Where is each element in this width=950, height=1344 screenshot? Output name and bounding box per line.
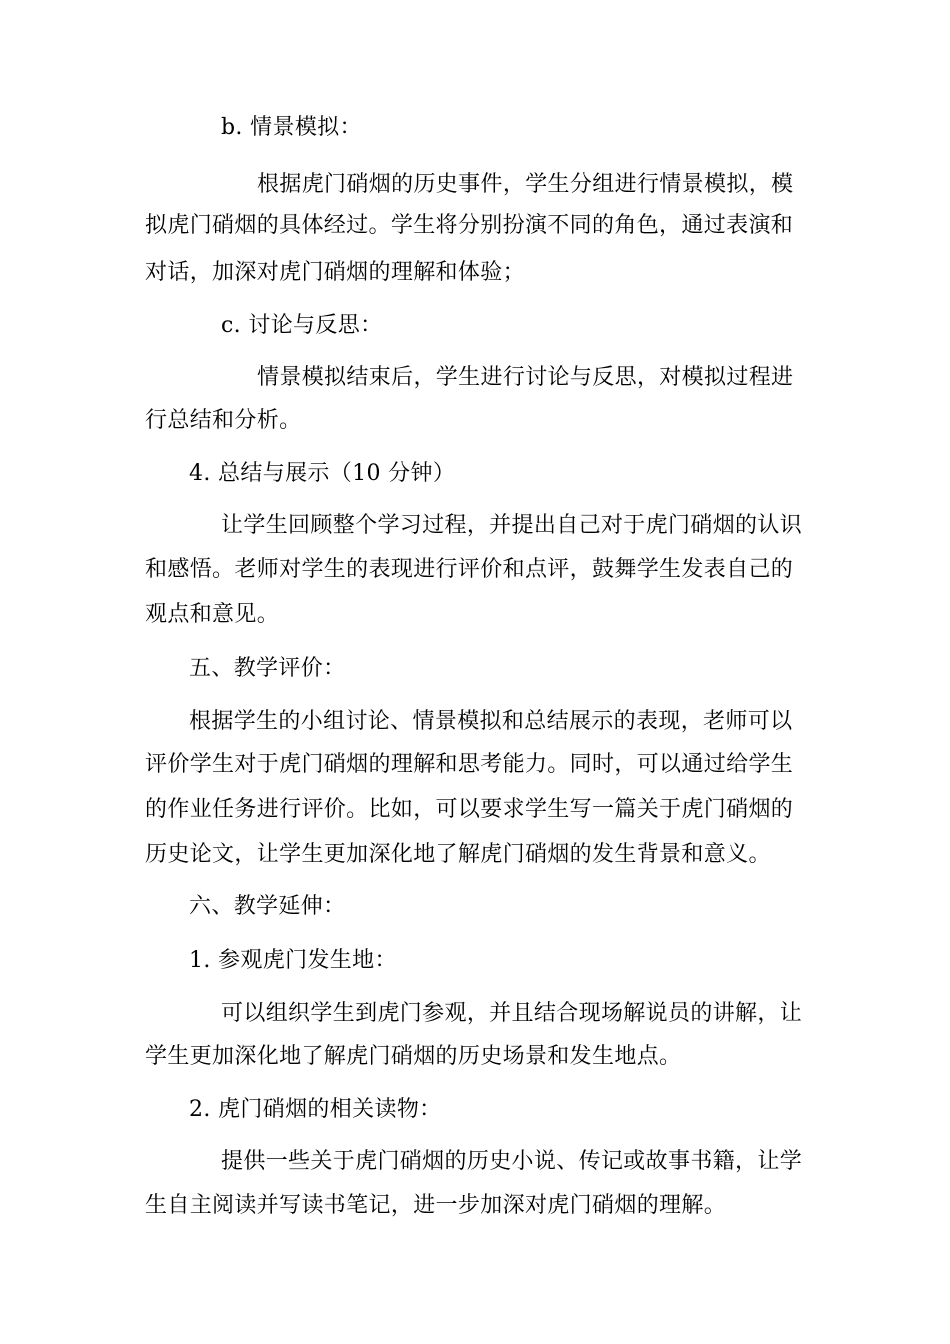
paragraph-line: 学生更加深化地了解虎门硝烟的历史场景和发生地点。 — [145, 1044, 682, 1069]
paragraph-line: 提供一些关于虎门硝烟的历史小说、传记或故事书籍，让学 — [221, 1149, 803, 1174]
step-heading: 1. 参观虎门发生地： — [189, 948, 397, 973]
paragraph-line: 可以组织学生到虎门参观，并且结合现场解说员的讲解，让 — [221, 1001, 803, 1026]
section-heading: 六、教学延伸： — [189, 894, 346, 919]
paragraph-line: 生自主阅读并写读书笔记，进一步加深对虎门硝烟的理解。 — [145, 1193, 727, 1218]
paragraph-line: 行总结和分析。 — [145, 408, 302, 433]
paragraph-line: 的作业任务进行评价。比如，可以要求学生写一篇关于虎门硝烟的 — [145, 797, 794, 822]
paragraph-line: 根据学生的小组讨论、情景模拟和总结展示的表现，老师可以 — [189, 709, 793, 734]
paragraph-line: 评价学生对于虎门硝烟的理解和思考能力。同时，可以通过给学生 — [145, 752, 794, 777]
paragraph-line: 观点和意见。 — [145, 602, 280, 627]
paragraph-line: 根据虎门硝烟的历史事件，学生分组进行情景模拟，模 — [257, 172, 794, 197]
step-heading: 4. 总结与展示（10 分钟） — [189, 461, 456, 486]
paragraph-line: 对话，加深对虎门硝烟的理解和体验； — [145, 260, 525, 285]
paragraph-line: 情景模拟结束后，学生进行讨论与反思，对模拟过程进 — [257, 365, 794, 390]
paragraph-line: 拟虎门硝烟的具体经过。学生将分别扮演不同的角色，通过表演和 — [145, 213, 794, 238]
paragraph-line: 和感悟。老师对学生的表现进行评价和点评，鼓舞学生发表自己的 — [145, 557, 794, 582]
step-heading: 2. 虎门硝烟的相关读物： — [189, 1097, 442, 1122]
subsection-heading: c. 讨论与反思： — [221, 313, 383, 338]
paragraph-line: 历史论文，让学生更加深化地了解虎门硝烟的发生背景和意义。 — [145, 842, 771, 867]
subsection-heading: b. 情景模拟： — [221, 115, 362, 140]
paragraph-line: 让学生回顾整个学习过程，并提出自己对于虎门硝烟的认识 — [221, 513, 803, 538]
section-heading: 五、教学评价： — [189, 656, 346, 681]
